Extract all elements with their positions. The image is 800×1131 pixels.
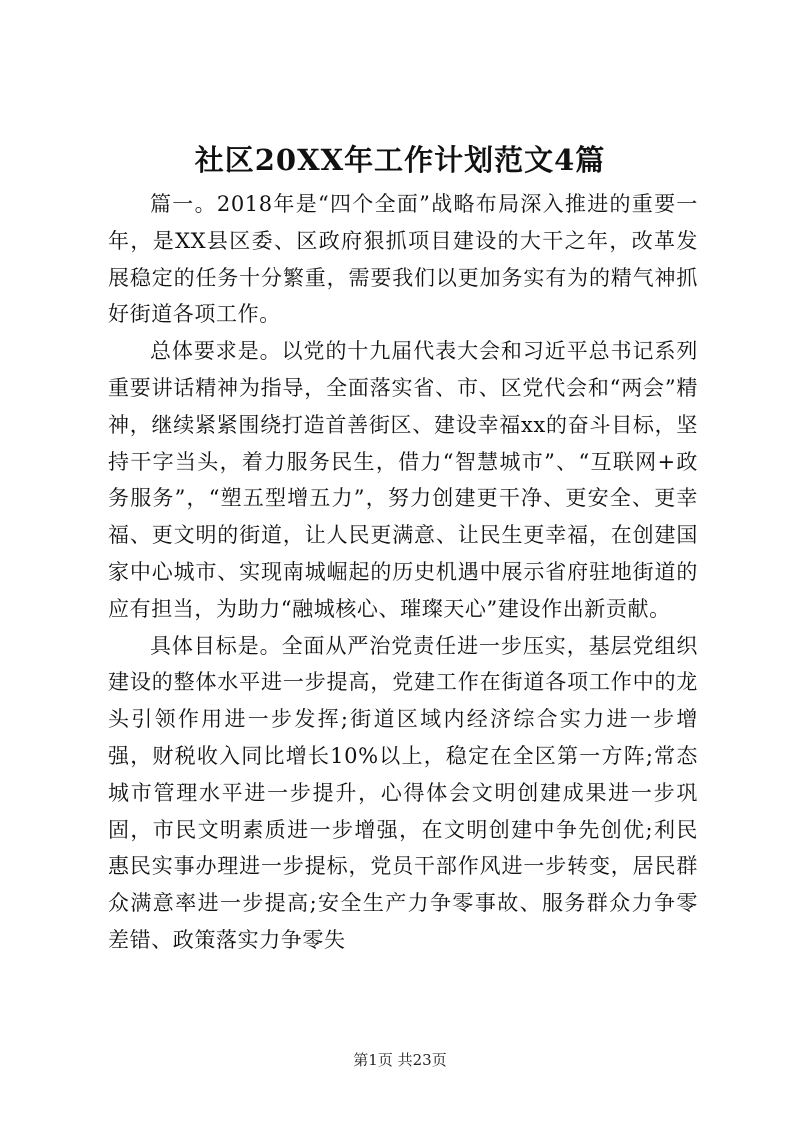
document-title: 社区20XX年工作计划范文4篇 — [194, 143, 606, 177]
document-body — [108, 186, 698, 959]
paragraph-part-one: 篇一。2018年是“四个全面”战略布局深入推进的重要一年，是XX县区委、区政府狠抓项目建设的大干之年，改革发展稳定的任务十分繁重，需要我们以更加务实有为的精气神抓好街道各项工作。 — [108, 192, 698, 327]
paragraph-overall-requirements: 总体要求是。以党的十九届代表大会和习近平总书记系列重要讲话精神为指导，全面落实省、市、区党代会和“两会”精神，继续紧紧围绕打造首善街区、建设幸福xx的奋斗目标，坚持干字当头，着力服务民生，借力“智慧城市”、“互联网+政务服务”，“塑五型增五力”，努力创建更干净、更安全、更幸福、更文明的街道，让人民更满意、让民生更幸福，在创建国家中心城市、实现南城崛起的历史机遇中展示省府驻地街道的应有担当，为助力“融城核心、璀璨天心”建设作出新贡献。 — [108, 339, 698, 621]
page-footer: 第1页 共23页 — [353, 1051, 447, 1069]
paragraph-specific-goals: 具体目标是。全面从严治党责任进一步压实，基层党组织建设的整体水平进一步提高，党建工作在街道各项工作中的龙头引领作用进一步发挥;街道区域内经济综合实力进一步增强，财税收入同比增长10%以上，稳定在全区第一方阵;常态城市管理水平进一步提升，心得体会文明创建成果进一步巩固，市民文明素质进一步增强，在文明创建中争先创优;利民惠民实事办理进一步提标，党员干部作风进一步转变，居民群众满意率进一步提高;安全生产力争零事故、服务群众力争零差错、政策落实力争零失 — [108, 633, 698, 952]
